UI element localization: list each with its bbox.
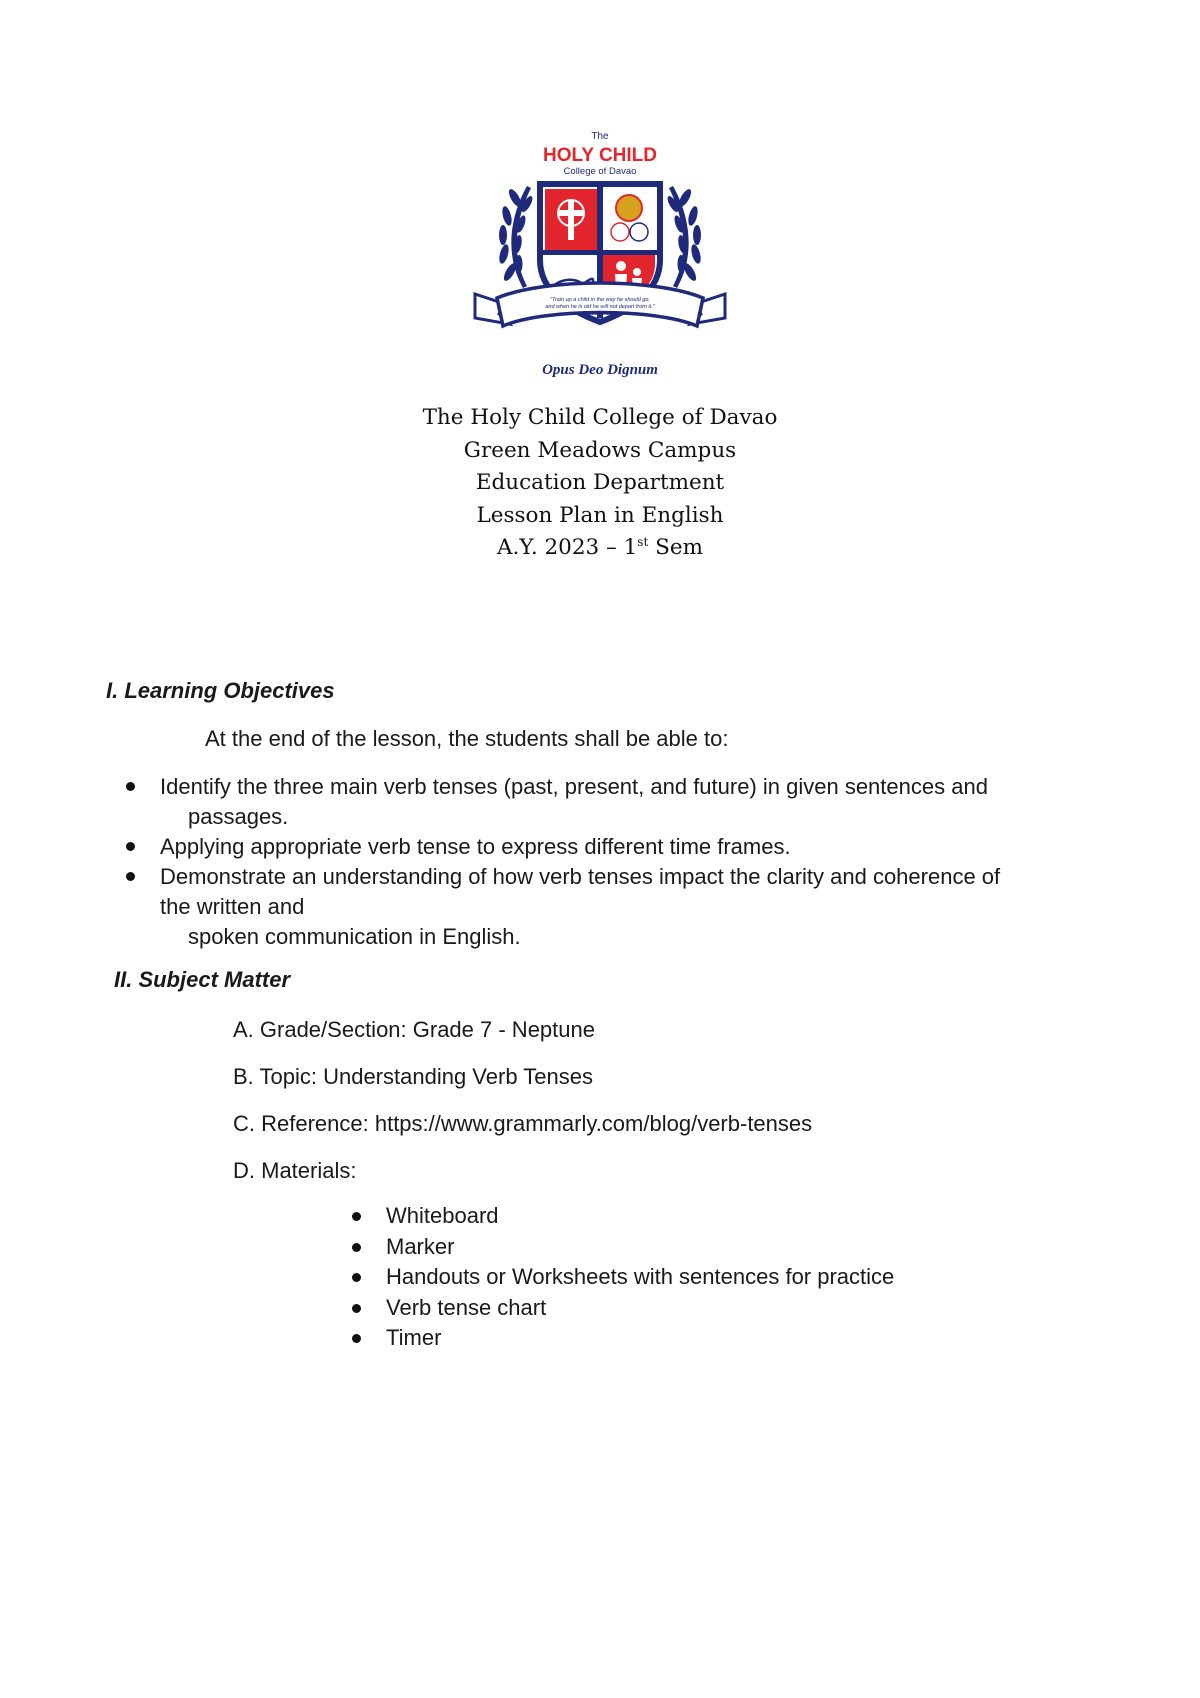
- list-item: [348, 1262, 1048, 1293]
- list-item: [348, 1232, 1048, 1263]
- learning-objectives-heading: I. Learning Objectives: [106, 678, 335, 703]
- objectives-list: [122, 772, 1122, 952]
- material-text: Handouts or Worksheets with sentences for practice: [386, 1264, 895, 1289]
- document-title: Lesson Plan in English: [476, 502, 724, 528]
- bullet-icon: [352, 1273, 361, 1282]
- bullet-icon: [126, 872, 135, 881]
- list-item: [348, 1323, 1048, 1354]
- academic-year-sup: st: [637, 534, 649, 549]
- objective-text: Demonstrate an understanding of how verb tenses impact the clarity and coherence of: [160, 864, 1001, 889]
- academic-year-text: A.Y. 2023 – 1: [497, 535, 638, 560]
- laurel-right-icon: [665, 186, 702, 288]
- list-item: [348, 1293, 1048, 1324]
- bullet-icon: [352, 1334, 361, 1343]
- list-item: [122, 832, 1122, 862]
- bullet-icon: [126, 842, 135, 851]
- materials-label: D. Materials:: [233, 1158, 357, 1183]
- bullet-icon: [352, 1243, 361, 1252]
- objective-text-cont: passages.: [188, 804, 289, 829]
- topic: B. Topic: Understanding Verb Tenses: [233, 1064, 593, 1089]
- reference: C. Reference: https://www.grammarly.com/blog/verb-tenses: [233, 1111, 813, 1136]
- banner-line-3: Proverbs 22:6: [582, 311, 618, 317]
- objective-text: Applying appropriate verb tense to express different time frames.: [160, 834, 791, 859]
- objective-text: Identify the three main verb tenses (past, present, and future) in given sentences and: [160, 774, 988, 799]
- school-name: The Holy Child College of Davao: [422, 405, 778, 430]
- grade-section: A. Grade/Section: Grade 7 - Neptune: [233, 1017, 595, 1042]
- bullet-icon: [126, 782, 135, 791]
- materials-list: [348, 1201, 1048, 1354]
- material-text: Timer: [386, 1325, 442, 1350]
- subject-matter-heading: II. Subject Matter: [114, 967, 291, 992]
- objective-text-line2: the written and: [160, 894, 305, 919]
- department-name: Education Department: [475, 470, 725, 495]
- logo-the-text: The: [591, 131, 609, 142]
- academic-year-sem: Sem: [648, 535, 703, 560]
- school-crest: [465, 128, 735, 380]
- laurel-left-icon: [498, 186, 535, 288]
- logo-name-text: HOLY CHILD: [542, 145, 658, 166]
- document-header: [300, 402, 900, 565]
- logo-motto: Opus Deo Dignum: [542, 362, 658, 378]
- bullet-icon: [352, 1212, 361, 1221]
- academic-year: [300, 532, 900, 565]
- list-item: [348, 1201, 1048, 1232]
- material-text: Verb tense chart: [386, 1294, 547, 1320]
- list-item: [122, 772, 1122, 832]
- school-logo: [465, 128, 735, 380]
- bullet-icon: [352, 1304, 361, 1313]
- campus-name: Green Meadows Campus: [463, 437, 737, 463]
- objective-text-cont: spoken communication in English.: [188, 924, 521, 949]
- objectives-intro: At the end of the lesson, the students shall be able to:: [205, 726, 729, 751]
- material-text: Marker: [386, 1233, 455, 1259]
- logo-sub-text: College of Davao: [563, 166, 637, 177]
- list-item: [122, 862, 1122, 952]
- material-text: Whiteboard: [386, 1203, 499, 1228]
- banner-line-2: and when he is old he will not depart from it.": [545, 304, 655, 310]
- banner-line-1: "Train up a child in the way he should go,: [550, 297, 650, 303]
